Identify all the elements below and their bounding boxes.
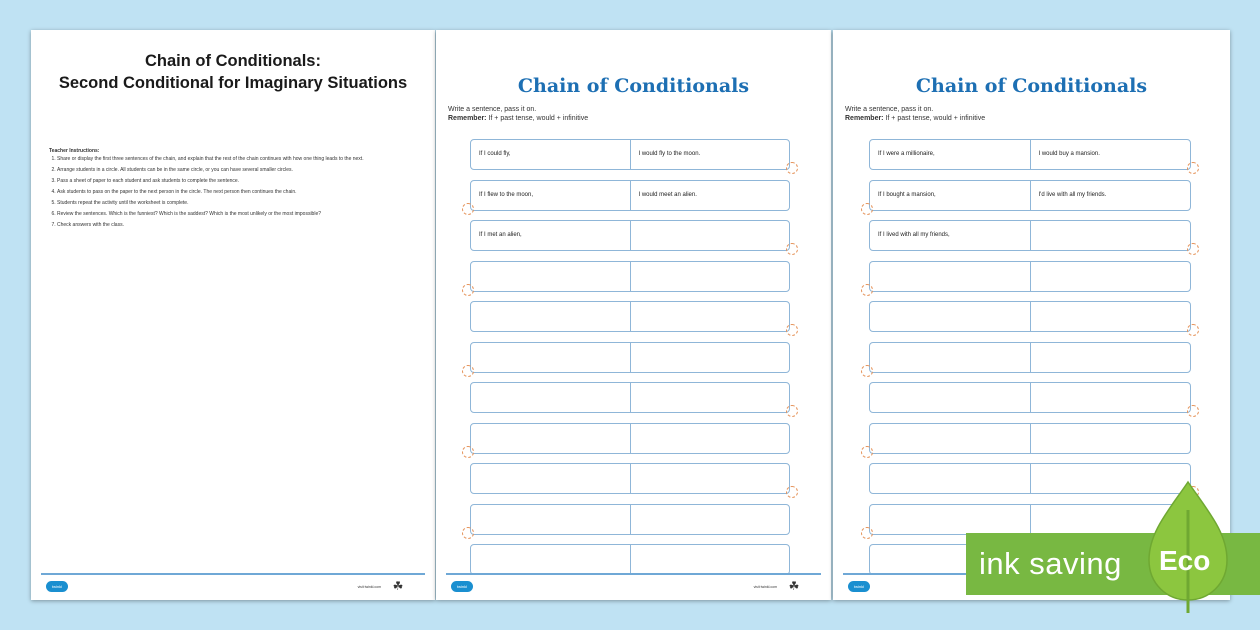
instructions-heading: Teacher Instructions: bbox=[49, 148, 100, 154]
instruction-item: 2. Arrange students in a circle. All students can be in the same circle, or you can have several smaller circles. bbox=[57, 167, 419, 174]
if-clause-cell[interactable]: If I lived with all my friends, bbox=[870, 221, 1031, 250]
chain-link-connector bbox=[1187, 324, 1199, 336]
chain-link-connector bbox=[861, 203, 873, 215]
chain-row bbox=[470, 139, 790, 170]
teacher-instructions bbox=[49, 148, 419, 233]
chain-link-connector bbox=[786, 243, 798, 255]
if-clause-cell[interactable] bbox=[471, 343, 631, 372]
twinkl-logo: twinkl bbox=[46, 581, 68, 592]
chain-row bbox=[470, 261, 790, 292]
if-clause-cell[interactable] bbox=[870, 383, 1031, 412]
chain-row bbox=[470, 423, 790, 454]
chain-row bbox=[869, 139, 1191, 170]
chain-link-connector bbox=[861, 527, 873, 539]
rule-text: If + past tense, would + infinitive bbox=[488, 115, 589, 122]
chain-link-connector bbox=[861, 365, 873, 377]
chain-link-connector bbox=[462, 446, 474, 458]
chain-link-connector bbox=[786, 486, 798, 498]
remember-label: Remember: bbox=[448, 115, 487, 122]
if-clause-cell[interactable] bbox=[471, 505, 631, 534]
remember-label: Remember: bbox=[845, 115, 884, 122]
chain-link-connector bbox=[462, 284, 474, 296]
if-clause-cell[interactable]: If I were a millionaire, bbox=[870, 140, 1031, 169]
chain-row bbox=[869, 301, 1191, 332]
chain-row bbox=[869, 382, 1191, 413]
worksheet-subtitle bbox=[448, 105, 588, 123]
result-clause-cell[interactable] bbox=[631, 383, 790, 412]
chain-link-connector bbox=[786, 405, 798, 417]
twinkl-logo: twinkl bbox=[848, 581, 870, 592]
ink-saving-label: ink saving bbox=[979, 546, 1122, 581]
chain-link-connector bbox=[1187, 405, 1199, 417]
chain-row bbox=[869, 261, 1191, 292]
worksheet-page-1 bbox=[436, 30, 831, 600]
worksheet-title: Chain of Conditionals bbox=[517, 75, 750, 97]
result-clause-cell[interactable] bbox=[631, 343, 790, 372]
instruction-item: 4. Ask students to pass on the paper to the next person in the circle. The next person then continues the chain. bbox=[57, 189, 419, 196]
if-clause-cell[interactable] bbox=[870, 505, 1031, 534]
result-clause-cell[interactable]: I would buy a mansion. bbox=[1038, 151, 1100, 157]
title-line-2: Second Conditional for Imaginary Situations bbox=[58, 74, 408, 92]
if-clause-cell[interactable] bbox=[870, 464, 1031, 493]
footer-divider bbox=[41, 573, 425, 575]
result-clause-cell[interactable] bbox=[631, 505, 790, 534]
result-clause-cell[interactable]: I'd live with all my friends. bbox=[1038, 191, 1107, 198]
if-clause-cell[interactable] bbox=[471, 464, 631, 493]
chain-row bbox=[470, 301, 790, 332]
worksheet-title: Chain of Conditionals bbox=[915, 75, 1148, 97]
if-clause-cell[interactable] bbox=[870, 262, 1031, 291]
chain-row bbox=[869, 180, 1191, 211]
chain-row bbox=[470, 180, 790, 211]
instruction-item: 3. Pass a sheet of paper to each student and ask students to complete the sentence. bbox=[57, 178, 419, 185]
chain-row bbox=[869, 463, 1191, 494]
twinkl-logo: twinkl bbox=[451, 581, 473, 592]
worksheet-line-1: Write a sentence, pass it on. bbox=[448, 106, 537, 113]
instruction-item: 5. Students repeat the activity until the worksheet is complete. bbox=[57, 200, 419, 207]
if-clause-cell[interactable] bbox=[471, 424, 631, 453]
instructions-page bbox=[31, 30, 435, 600]
if-clause-cell[interactable] bbox=[870, 424, 1031, 453]
worksheet-subtitle bbox=[845, 105, 985, 123]
result-clause-cell[interactable]: I would fly to the moon. bbox=[638, 151, 701, 157]
chain-link-connector bbox=[861, 284, 873, 296]
chain-row bbox=[869, 342, 1191, 373]
page-title bbox=[31, 50, 435, 94]
result-clause-cell[interactable] bbox=[1031, 221, 1191, 250]
result-clause-cell[interactable] bbox=[1031, 383, 1191, 412]
chain-link-connector bbox=[1187, 243, 1199, 255]
chain-row bbox=[470, 463, 790, 494]
chain-link-connector bbox=[861, 446, 873, 458]
instruction-item: 1. Share or display the first three sentences of the chain, and explain that the rest of the chain continues with how one thing leads to the next. bbox=[57, 156, 419, 163]
chain-row bbox=[869, 220, 1191, 251]
result-clause-cell[interactable] bbox=[1031, 262, 1191, 291]
footer-url: visit twinkl.com bbox=[357, 585, 381, 589]
rule-text: If + past tense, would + infinitive bbox=[885, 115, 986, 122]
result-clause-cell[interactable] bbox=[631, 221, 790, 250]
result-clause-cell[interactable] bbox=[1031, 424, 1191, 453]
chain-row bbox=[869, 504, 1191, 535]
chain-row bbox=[470, 382, 790, 413]
if-clause-cell[interactable]: If I could fly, bbox=[471, 140, 631, 169]
eco-label: Eco bbox=[1159, 545, 1211, 576]
if-clause-cell[interactable]: If I bought a mansion, bbox=[870, 181, 1031, 210]
worksheet-rule bbox=[448, 114, 588, 123]
chain-link-connector bbox=[786, 162, 798, 174]
twinkl-brand-icon: ☘ bbox=[392, 579, 404, 593]
if-clause-cell[interactable]: If I met an alien, bbox=[471, 221, 631, 250]
chain-link-connector bbox=[786, 324, 798, 336]
if-clause-cell[interactable] bbox=[870, 302, 1031, 331]
footer-divider bbox=[446, 573, 821, 575]
page-footer bbox=[41, 560, 425, 600]
chain-link-connector bbox=[462, 203, 474, 215]
chain-row bbox=[470, 342, 790, 373]
result-clause-cell[interactable] bbox=[631, 302, 790, 331]
chain-link-connector bbox=[1187, 162, 1199, 174]
result-clause-cell[interactable] bbox=[631, 262, 790, 291]
title-line-1: Chain of Conditionals: bbox=[145, 52, 321, 70]
twinkl-brand-icon: ☘ bbox=[788, 579, 800, 593]
if-clause-cell[interactable] bbox=[471, 383, 631, 412]
chain-row bbox=[470, 504, 790, 535]
result-clause-cell[interactable] bbox=[1031, 343, 1191, 372]
if-clause-cell[interactable]: If I flew to the moon, bbox=[471, 181, 631, 210]
if-clause-cell[interactable] bbox=[870, 343, 1031, 372]
footer-url: visit twinkl.com bbox=[753, 585, 777, 589]
result-clause-cell[interactable] bbox=[1031, 302, 1191, 331]
result-clause-cell[interactable] bbox=[631, 424, 790, 453]
chain-link-connector bbox=[462, 527, 474, 539]
instruction-item: 6. Review the sentences. Which is the funniest? Which is the saddest? Which is the most unlikely or the most impossible? bbox=[57, 211, 419, 218]
if-clause-cell[interactable] bbox=[471, 302, 631, 331]
instruction-item: 7. Check answers with the class. bbox=[57, 222, 419, 229]
page-footer bbox=[446, 560, 821, 600]
chain-row bbox=[470, 220, 790, 251]
result-clause-cell[interactable] bbox=[631, 464, 790, 493]
result-clause-cell[interactable]: I would meet an alien. bbox=[638, 191, 697, 198]
chain-link-connector bbox=[462, 365, 474, 377]
if-clause-cell[interactable] bbox=[471, 262, 631, 291]
chain-row bbox=[869, 423, 1191, 454]
worksheet-rule bbox=[845, 114, 985, 123]
worksheet-line-1: Write a sentence, pass it on. bbox=[845, 106, 934, 113]
